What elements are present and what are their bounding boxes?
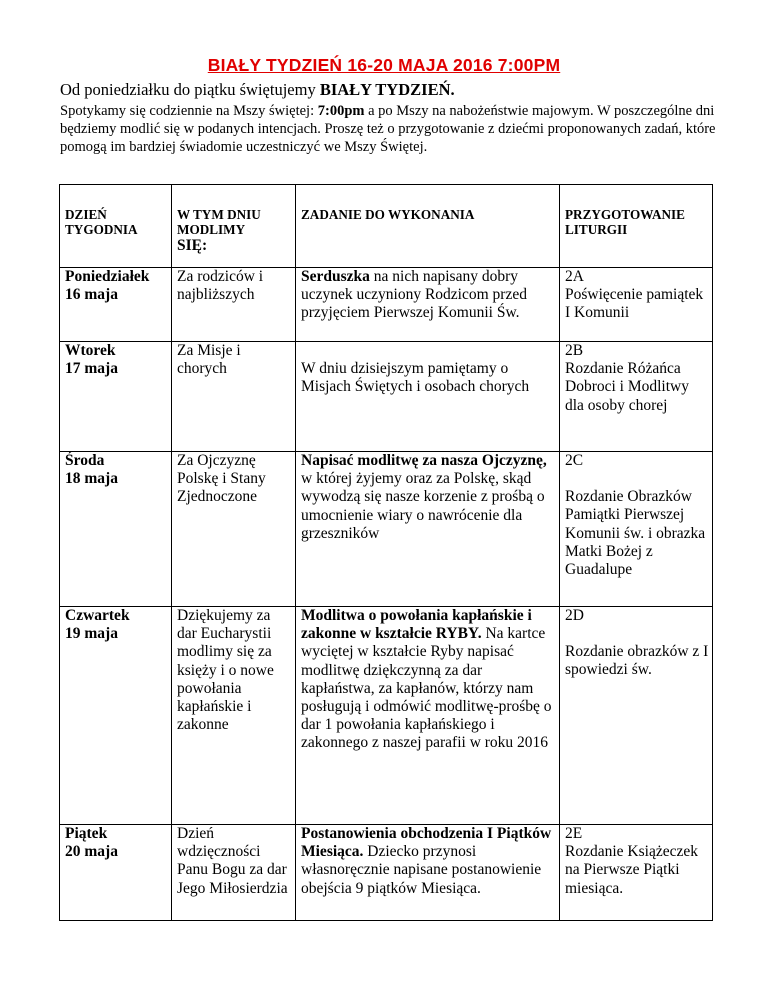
pray-cell: Dziękujemy za dar Eucharystii modlimy się za księży i o nowe powołania kapłańskie i zakonne: [172, 607, 296, 825]
task-bold: Postanowienia obchodzenia I Piątków Miesiąca.: [301, 825, 552, 861]
liturgy-text: Rozdanie obrazków z I spowiedzi św.: [565, 643, 709, 679]
day-date: 16 maja: [65, 286, 118, 304]
intro-text: Od poniedziałku do piątku świętujemy: [60, 80, 320, 99]
table-row: [60, 452, 713, 607]
intro-text-a: Spotykamy się codziennie na Mszy świętej:: [60, 103, 318, 119]
page-title: BIAŁY TYDZIEŃ 16-20 MAJA 2016 7:00PM: [207, 55, 561, 75]
header-liturgy: PRZYGOTOWANIE LITURGII: [560, 185, 713, 268]
intro-paragraph: [60, 102, 720, 156]
liturgy-text: Rozdanie Książeczek na Pierwsze Piątki miesiąca.: [565, 843, 698, 897]
liturgy-text: Rozdanie Różańca Dobroci i Modlitwy dla osoby chorej: [565, 360, 689, 414]
schedule-table: [59, 184, 713, 921]
pray-cell: Za Ojczyznę Polskę i Stany Zjednoczone: [172, 452, 296, 607]
task-cell: [296, 268, 560, 342]
task-text: W dniu dzisiejszym pamiętamy o Misjach Świętych i osobach chorych: [301, 360, 530, 396]
task-cell: [296, 452, 560, 607]
liturgy-cell: [560, 607, 713, 825]
day-date: 18 maja: [65, 470, 118, 488]
day-name: Środa: [65, 452, 105, 469]
table-row: [60, 825, 713, 921]
day-cell: [60, 342, 172, 452]
liturgy-text: Poświęcenie pamiątek I Komunii: [565, 286, 704, 322]
liturgy-cell: [560, 825, 713, 921]
intro-time: 7:00pm: [317, 103, 365, 119]
task-text: Na kartce wyciętej w kształcie Ryby napisać modlitwę dziękczynną za dar kapłaństwa, za kapłanów, którzy nam posługują i odmówić modlitwę-prośbę o dar 1 powołania kapłańskiego i zakonnego z naszej parafii w roku 2016: [301, 625, 552, 752]
day-name: Piątek: [65, 825, 108, 842]
day-cell: [60, 825, 172, 921]
day-cell: [60, 268, 172, 342]
task-bold: Modlitwa o powołania kapłańskie i zakonne w kształcie RYBY.: [301, 607, 532, 643]
table-row: [60, 268, 713, 342]
task-bold: Serduszka: [301, 268, 370, 285]
header-pray-text: W TYM DNIU MODLIMY: [177, 207, 261, 237]
table-row: [60, 342, 713, 452]
class-label: 2B: [565, 342, 584, 359]
liturgy-text: Rozdanie Obrazków Pamiątki Pierwszej Komunii św. i obrazka Matki Bożej z Guadalupe: [565, 488, 706, 579]
task-cell: [296, 342, 560, 452]
intro-text-b: a po Mszy na nabożeństwie majowym. W poszczególne dni będziemy modlić się w podanych intencjach. Proszę też o przygotowanie z dziećmi proponowanych zadań, które pomogą im bardziej świadomie uczestniczyć we Mszy Świętej.: [60, 103, 716, 155]
header-pray: [172, 185, 296, 268]
day-date: 19 maja: [65, 625, 118, 643]
liturgy-cell: [560, 342, 713, 452]
task-text: w której żyjemy oraz za Polskę, skąd wywodzą się nasze korzenie z prośbą o umocnienie wiary o nawrócenie dla grzeszników: [301, 470, 545, 542]
class-label: 2E: [565, 825, 583, 842]
header-day: DZIEŃ TYGODNIA: [60, 185, 172, 268]
class-label: 2C: [565, 452, 584, 469]
day-name: Czwartek: [65, 607, 130, 624]
day-name: Wtorek: [65, 342, 116, 359]
pray-cell: Za rodziców i najbliższych: [172, 268, 296, 342]
intro-line-1: [60, 80, 720, 99]
intro-bold: BIAŁY TYDZIEŃ.: [319, 80, 455, 99]
class-label: 2D: [565, 607, 584, 624]
task-cell: [296, 825, 560, 921]
task-cell: [296, 607, 560, 825]
day-cell: [60, 452, 172, 607]
header-pray-suffix: SIĘ:: [177, 237, 208, 254]
class-label: 2A: [565, 268, 584, 285]
task-text: Dziecko przynosi własnoręcznie napisane postanowienie obejścia 9 piątków Miesiąca.: [301, 843, 542, 897]
liturgy-cell: [560, 268, 713, 342]
header-task: ZADANIE DO WYKONANIA: [296, 185, 560, 268]
day-date: 17 maja: [65, 360, 118, 378]
task-bold: Napisać modlitwę za nasza Ojczyznę,: [301, 452, 547, 469]
task-text: na nich napisany dobry uczynek uczyniony Rodzicom przed przyjęciem Pierwszej Komunii Św.: [301, 268, 527, 322]
pray-cell: Dzień wdzięczności Panu Bogu za dar Jego Miłosierdzia: [172, 825, 296, 921]
table-header-row: [60, 185, 713, 268]
table-row: [60, 607, 713, 825]
liturgy-cell: [560, 452, 713, 607]
day-cell: [60, 607, 172, 825]
pray-cell: Za Misje i chorych: [172, 342, 296, 452]
day-date: 20 maja: [65, 843, 118, 861]
day-name: Poniedziałek: [65, 268, 150, 285]
